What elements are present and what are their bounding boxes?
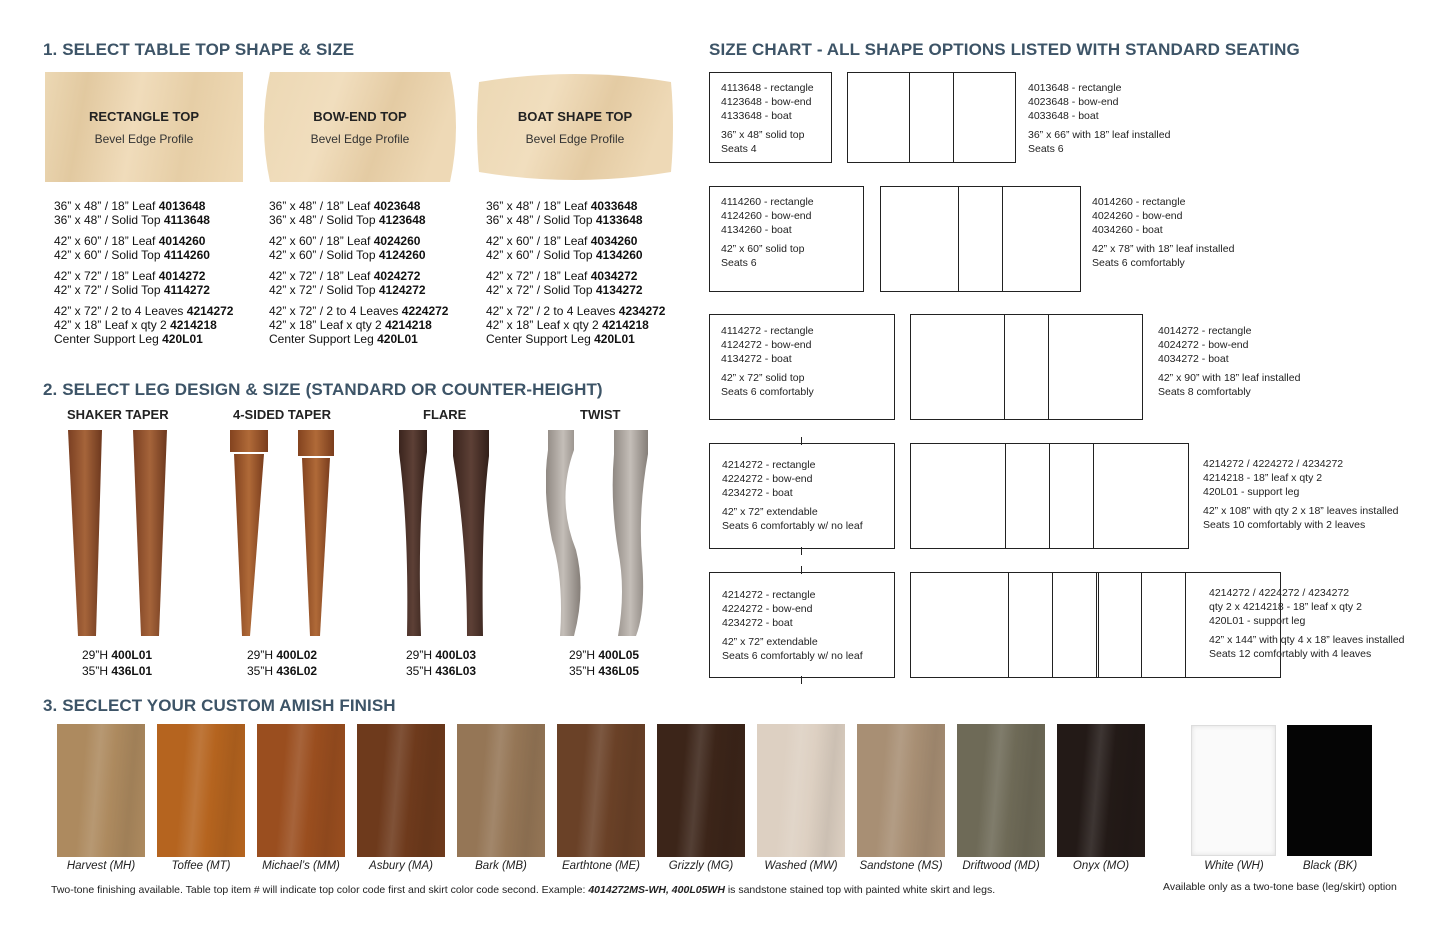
item-code-line: 4034272 - boat bbox=[1158, 353, 1229, 365]
item-number: 4014272 bbox=[158, 269, 206, 283]
size-desc-line: Seats 6 comfortably w/ no leaf bbox=[722, 520, 863, 532]
spec-line: 42” x 72” / 18” Leaf 4024272 bbox=[269, 269, 421, 283]
item-code-line: 4124272 - bow-end bbox=[721, 339, 812, 351]
size-desc-line: 36” x 66” with 18” leaf installed bbox=[1028, 129, 1171, 141]
item-code-line: 4214218 - 18” leaf x qty 2 bbox=[1203, 472, 1323, 484]
item-code-line: 4214272 / 4224272 / 4234272 bbox=[1209, 587, 1350, 599]
item-code-line: 4124260 - bow-end bbox=[721, 210, 812, 222]
spec-group bbox=[486, 304, 665, 346]
item-number: 4023648 bbox=[373, 199, 421, 213]
finish-swatch[interactable] bbox=[57, 724, 145, 857]
item-number: 4013648 bbox=[158, 199, 206, 213]
size-desc-line: 36” x 48” solid top bbox=[721, 129, 805, 141]
four-sided-taper-leg-image[interactable] bbox=[228, 430, 338, 636]
size-desc-line: Seats 6 bbox=[1028, 143, 1064, 155]
item-code-line: 4214272 / 4224272 / 4234272 bbox=[1203, 458, 1344, 470]
item-code-line: 4024260 - bow-end bbox=[1092, 210, 1183, 222]
spec-line: 42” x 18” Leaf x qty 2 4214218 bbox=[54, 318, 217, 332]
item-code-line: 4014272 - rectangle bbox=[1158, 325, 1252, 337]
item-number: 4034260 bbox=[590, 234, 638, 248]
item-number: 4124260 bbox=[378, 248, 426, 262]
top-name: BOAT SHAPE TOP bbox=[517, 109, 633, 124]
right-text-block bbox=[1158, 324, 1300, 399]
spec-line: 36” x 48” / 18” Leaf 4033648 bbox=[486, 199, 638, 213]
item-code-line: 420L01 - support leg bbox=[1203, 486, 1300, 498]
spec-line: Center Support Leg 420L01 bbox=[54, 332, 203, 346]
item-number: 4124272 bbox=[378, 283, 426, 297]
item-number: 420L01 bbox=[162, 332, 203, 346]
paint-label: White (WH) bbox=[1204, 860, 1264, 872]
finish-swatch[interactable] bbox=[557, 724, 645, 857]
item-number: 420L01 bbox=[594, 332, 635, 346]
left-text-block bbox=[721, 195, 814, 270]
finish-label: Sandstone (MS) bbox=[859, 860, 943, 872]
right-text-block bbox=[1028, 81, 1170, 156]
size-desc-line: 42” x 60” solid top bbox=[721, 243, 805, 255]
spec-line: 42” x 18” Leaf x qty 2 4214218 bbox=[269, 318, 432, 332]
item-number: 4214272 bbox=[186, 304, 234, 318]
spec-group bbox=[269, 304, 448, 346]
size-chart-title: SIZE CHART - ALL SHAPE OPTIONS LISTED WITH STANDARD SEATING bbox=[709, 40, 1300, 59]
spec-group bbox=[486, 269, 665, 297]
size-desc-line: 42” x 72” extendable bbox=[722, 636, 818, 648]
paint-label: Black (BK) bbox=[1302, 860, 1358, 872]
finish-label: Onyx (MO) bbox=[1072, 860, 1130, 872]
finish-swatch[interactable] bbox=[457, 724, 545, 857]
item-code-line: 4014260 - rectangle bbox=[1092, 196, 1186, 208]
rectangle-top-image[interactable] bbox=[45, 72, 243, 182]
item-number: 4134272 bbox=[595, 283, 643, 297]
spec-group bbox=[54, 199, 233, 227]
spec-line: Center Support Leg 420L01 bbox=[486, 332, 635, 346]
spec-line: 42” x 18” Leaf x qty 2 4214218 bbox=[486, 318, 649, 332]
spec-line: 42” x 60” / 18” Leaf 4034260 bbox=[486, 234, 638, 248]
item-number: 4114272 bbox=[163, 283, 210, 297]
top-name: BOW-END TOP bbox=[313, 109, 407, 124]
finish-label: Asbury (MA) bbox=[369, 860, 433, 872]
item-number: 4114260 bbox=[163, 248, 210, 262]
finish-label: Washed (MW) bbox=[764, 860, 838, 872]
spec-line: Center Support Leg 420L01 bbox=[269, 332, 418, 346]
spec-line: 42” x 60” / Solid Top 4134260 bbox=[486, 248, 643, 262]
size-desc-line: Seats 6 comfortably bbox=[1092, 257, 1185, 269]
leg-codes: 29”H 400L02 35”H 436L02 bbox=[247, 648, 318, 678]
size-chart-leaf-diagram bbox=[910, 314, 1143, 420]
spec-line: 42” x 72” / Solid Top 4114272 bbox=[54, 283, 210, 297]
spec-line: 42” x 60” / Solid Top 4114260 bbox=[54, 248, 210, 262]
item-number: 4024260 bbox=[373, 234, 421, 248]
spec-group bbox=[486, 199, 665, 227]
item-code-line: 4113648 - rectangle bbox=[721, 82, 814, 94]
spec-line: 42” x 72” / 2 to 4 Leaves 4214272 bbox=[54, 304, 234, 318]
left-text-block bbox=[722, 588, 863, 663]
item-code-line: 4123648 - bow-end bbox=[721, 96, 812, 108]
item-code-line: 4224272 - bow-end bbox=[722, 473, 813, 485]
finish-label: Michael’s (MM) bbox=[262, 860, 340, 872]
bow-end-top-specs bbox=[269, 199, 448, 353]
item-code-line: 4214272 - rectangle bbox=[722, 589, 816, 601]
right-text-block bbox=[1203, 457, 1399, 532]
item-code-line: 4234272 - boat bbox=[722, 617, 793, 629]
spec-line: 36” x 48” / 18” Leaf 4023648 bbox=[269, 199, 421, 213]
item-number: 4033648 bbox=[590, 199, 638, 213]
size-desc-line: 42” x 108” with qty 2 x 18” leaves installed bbox=[1203, 505, 1399, 517]
finish-swatch[interactable] bbox=[257, 724, 345, 857]
section-3-title: 3. SECLECT YOUR CUSTOM AMISH FINISH bbox=[43, 696, 396, 715]
item-code-line: qty 2 x 4214218 - 18” leaf x qty 2 bbox=[1209, 601, 1362, 613]
spec-line: 42” x 72” / Solid Top 4124272 bbox=[269, 283, 426, 297]
item-number: 420L01 bbox=[377, 332, 418, 346]
two-tone-note: Two-tone finishing available. Table top item # will indicate top color code first and skirt color code second. Example: 4014272MS-WH, 400L05WH is sandstone stained top with painted white skirt and legs. bbox=[51, 884, 996, 896]
finish-label: Grizzly (MG) bbox=[668, 860, 734, 872]
spec-group bbox=[269, 269, 448, 297]
size-desc-line: 42” x 90” with 18” leaf installed bbox=[1158, 372, 1301, 384]
item-code-line: 4134272 - boat bbox=[721, 353, 792, 365]
left-text-block bbox=[721, 81, 814, 156]
finish-swatch[interactable] bbox=[1057, 724, 1145, 857]
section-2-title: 2. SELECT LEG DESIGN & SIZE (STANDARD OR COUNTER-HEIGHT) bbox=[43, 380, 603, 399]
item-code-line: 4033648 - boat bbox=[1028, 110, 1099, 122]
size-desc-line: Seats 6 comfortably w/ no leaf bbox=[722, 650, 863, 662]
size-desc-line: 42” x 144” with qty 4 x 18” leaves installed bbox=[1209, 634, 1405, 646]
spec-line: 42” x 60” / 18” Leaf 4014260 bbox=[54, 234, 206, 248]
paint-note: Available only as a two-tone base (leg/skirt) option bbox=[1163, 881, 1397, 893]
finish-swatch[interactable] bbox=[757, 724, 845, 857]
size-chart-leaf-diagram bbox=[880, 186, 1081, 292]
size-desc-line: Seats 6 bbox=[721, 257, 757, 269]
paint-swatch[interactable] bbox=[1191, 725, 1276, 856]
size-desc-line: Seats 10 comfortably with 2 leaves bbox=[1203, 519, 1366, 531]
left-text-block bbox=[722, 458, 863, 533]
size-desc-line: Seats 8 comfortably bbox=[1158, 386, 1251, 398]
item-number: 4214218 bbox=[602, 318, 649, 332]
item-number: 4014260 bbox=[158, 234, 206, 248]
top-profile: Bevel Edge Profile bbox=[94, 132, 194, 146]
item-number: 4133648 bbox=[595, 213, 643, 227]
boat-top-specs bbox=[486, 199, 665, 353]
size-desc-line: Seats 12 comfortably with 4 leaves bbox=[1209, 648, 1372, 660]
bow-end-top-image[interactable] bbox=[260, 72, 460, 182]
flare-leg-image[interactable] bbox=[397, 430, 497, 636]
item-code-line: 4224272 - bow-end bbox=[722, 603, 813, 615]
finish-swatch[interactable] bbox=[857, 724, 945, 857]
item-number: 4234272 bbox=[618, 304, 666, 318]
item-code-line: 4234272 - boat bbox=[722, 487, 793, 499]
leg-name: TWIST bbox=[580, 407, 621, 422]
item-number: 4224272 bbox=[401, 304, 449, 318]
spec-line: 36” x 48” / Solid Top 4133648 bbox=[486, 213, 643, 227]
item-code-line: 4134260 - boat bbox=[721, 224, 792, 236]
item-code-line: 420L01 - support leg bbox=[1209, 615, 1306, 627]
finish-label: Harvest (MH) bbox=[66, 860, 136, 872]
finish-label: Bark (MB) bbox=[475, 860, 527, 872]
item-number: 4134260 bbox=[595, 248, 643, 262]
item-code-line: 4114272 - rectangle bbox=[721, 325, 814, 337]
spec-line: 42” x 72” / 18” Leaf 4034272 bbox=[486, 269, 638, 283]
paint-swatch[interactable] bbox=[1287, 725, 1372, 856]
finish-label: Driftwood (MD) bbox=[962, 860, 1040, 872]
size-chart-leaf-diagram bbox=[847, 72, 1016, 163]
top-name: RECTANGLE TOP bbox=[88, 109, 200, 124]
spec-line: 42” x 60” / Solid Top 4124260 bbox=[269, 248, 426, 262]
item-number: 4123648 bbox=[378, 213, 426, 227]
section-1-title: 1. SELECT TABLE TOP SHAPE & SIZE bbox=[43, 40, 355, 59]
shaker-taper-leg-image[interactable] bbox=[66, 430, 170, 636]
item-number: 4024272 bbox=[373, 269, 421, 283]
finish-label: Earthtone (ME) bbox=[562, 860, 640, 872]
finish-label: Toffee (MT) bbox=[171, 860, 231, 872]
spec-line: 36” x 48” / Solid Top 4123648 bbox=[269, 213, 426, 227]
spec-line: 42” x 72” / 2 to 4 Leaves 4234272 bbox=[486, 304, 666, 318]
finish-swatch[interactable] bbox=[357, 724, 445, 857]
top-profile: Bevel Edge Profile bbox=[525, 132, 625, 146]
item-code-line: 4133648 - boat bbox=[721, 110, 792, 122]
finish-swatch[interactable] bbox=[657, 724, 745, 857]
leg-codes: 29”H 400L03 35”H 436L03 bbox=[406, 648, 477, 678]
rectangle-top-specs bbox=[54, 199, 233, 353]
spec-line: 42” x 72” / 18” Leaf 4014272 bbox=[54, 269, 206, 283]
size-desc-line: 42” x 72” extendable bbox=[722, 506, 818, 518]
finish-swatch[interactable] bbox=[157, 724, 245, 857]
spec-line: 42” x 72” / 2 to 4 Leaves 4224272 bbox=[269, 304, 449, 318]
leg-codes: 29”H 400L05 35”H 436L05 bbox=[569, 648, 640, 678]
item-code-line: 4023648 - bow-end bbox=[1028, 96, 1119, 108]
spec-group bbox=[486, 234, 665, 262]
leg-name: 4-SIDED TAPER bbox=[233, 407, 331, 422]
item-number: 4214218 bbox=[385, 318, 432, 332]
spec-group bbox=[269, 199, 448, 227]
spec-line: 42” x 60” / 18” Leaf 4024260 bbox=[269, 234, 421, 248]
spec-group bbox=[54, 269, 233, 297]
item-code-line: 4013648 - rectangle bbox=[1028, 82, 1122, 94]
leg-name: SHAKER TAPER bbox=[67, 407, 169, 422]
right-text-block bbox=[1209, 586, 1405, 661]
item-code-line: 4114260 - rectangle bbox=[721, 196, 814, 208]
item-code-line: 4024272 - bow-end bbox=[1158, 339, 1249, 351]
spec-group bbox=[269, 234, 448, 262]
left-text-block bbox=[721, 324, 814, 399]
item-code-line: 4214272 - rectangle bbox=[722, 459, 816, 471]
size-desc-line: 42” x 78” with 18” leaf installed bbox=[1092, 243, 1235, 255]
boat-shape-top-image[interactable] bbox=[475, 72, 675, 182]
finish-swatch[interactable] bbox=[957, 724, 1045, 857]
spec-line: 36” x 48” / Solid Top 4113648 bbox=[54, 213, 210, 227]
size-desc-line: Seats 6 comfortably bbox=[721, 386, 814, 398]
item-number: 4113648 bbox=[163, 213, 210, 227]
spec-group bbox=[54, 304, 233, 346]
leg-codes: 29”H 400L01 35”H 436L01 bbox=[82, 648, 153, 678]
item-number: 4034272 bbox=[590, 269, 638, 283]
spec-group bbox=[54, 234, 233, 262]
top-profile: Bevel Edge Profile bbox=[310, 132, 410, 146]
spec-line: 36” x 48” / 18” Leaf 4013648 bbox=[54, 199, 206, 213]
item-code-line: 4034260 - boat bbox=[1092, 224, 1163, 236]
size-desc-line: 42” x 72” solid top bbox=[721, 372, 805, 384]
spec-line: 42” x 72” / Solid Top 4134272 bbox=[486, 283, 643, 297]
leg-name: FLARE bbox=[423, 407, 467, 422]
twist-leg-image[interactable] bbox=[546, 430, 652, 636]
size-desc-line: Seats 4 bbox=[721, 143, 757, 155]
item-number: 4214218 bbox=[170, 318, 217, 332]
right-text-block bbox=[1092, 195, 1234, 270]
